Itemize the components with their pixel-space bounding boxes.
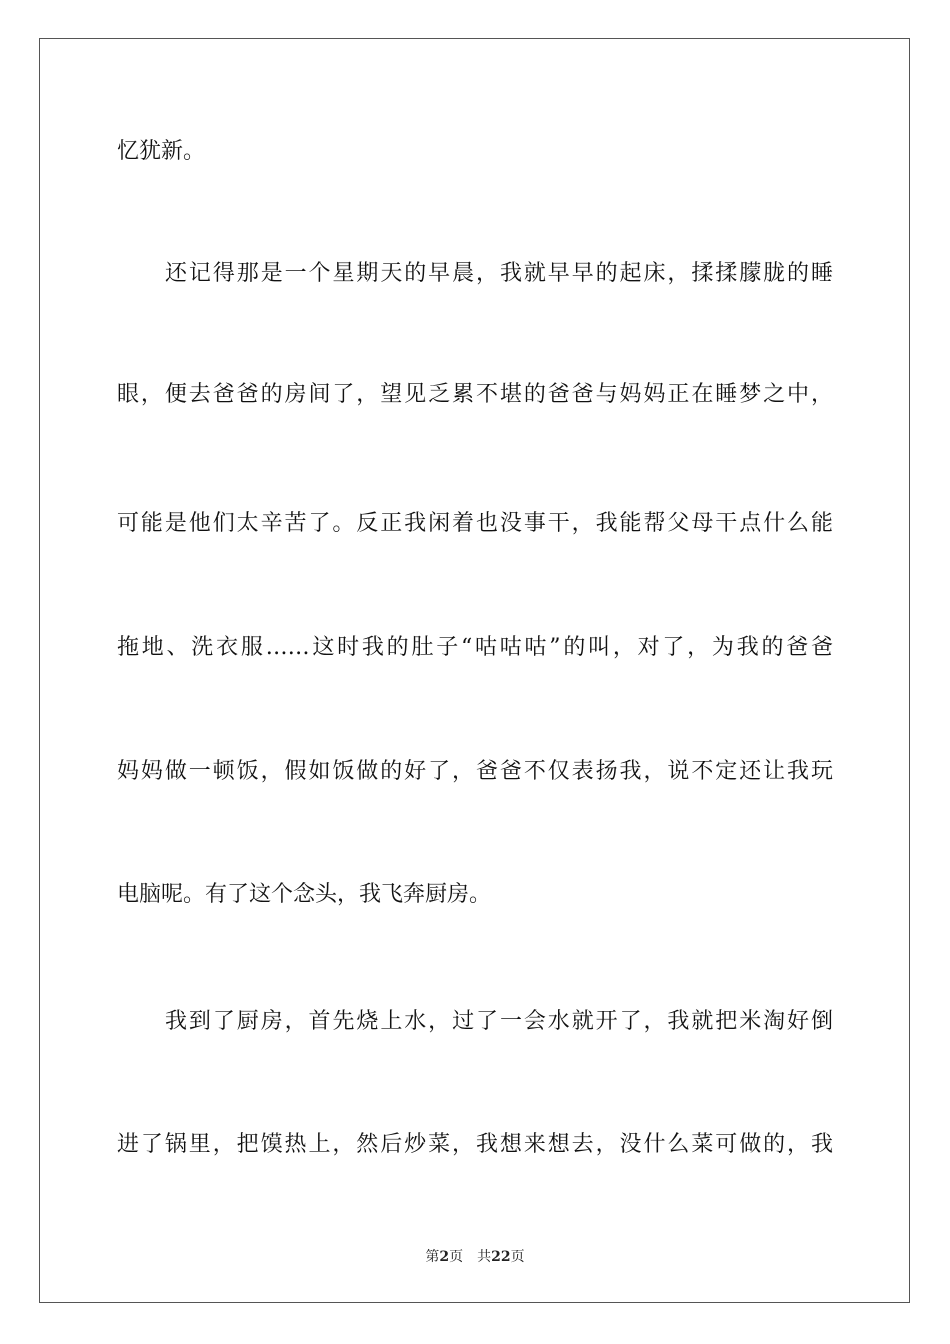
text-line-5: 拖地、洗衣服……这时我的肚子“咕咕咕”的叫，对了，为我的爸爸 [117,635,833,660]
text-line-8: 我到了厨房，首先烧上水，过了一会水就开了，我就把米淘好倒 [165,1009,833,1034]
text-line-1: 忆犹新。 [117,139,206,164]
total-pages: 22 [491,1249,511,1265]
total-suffix: 页 [510,1249,525,1265]
text-line-6: 妈妈做一顿饭，假如饭做的好了，爸爸不仅表扬我，说不定还让我玩 [117,759,833,784]
page-footer [0,1248,950,1266]
text-line-3: 眼，便去爸爸的房间了，望见乏累不堪的爸爸与妈妈正在睡梦之中， [117,382,833,407]
text-line-9: 进了锅里，把馍热上，然后炒菜，我想来想去，没什么菜可做的，我 [117,1132,833,1157]
text-line-7: 电脑呢。有了这个念头，我飞奔厨房。 [117,882,492,907]
text-line-2: 还记得那是一个星期天的早晨，我就早早的起床，揉揉朦胧的睡 [165,261,833,286]
page-number: 2 [439,1249,450,1265]
page-prefix: 第 [425,1249,440,1265]
page-suffix: 页 [449,1249,464,1265]
text-line-4: 可能是他们太辛苦了。反正我闲着也没事干，我能帮父母干点什么能 [117,511,833,536]
page-border [39,38,910,1303]
total-prefix: 共 [477,1249,492,1265]
